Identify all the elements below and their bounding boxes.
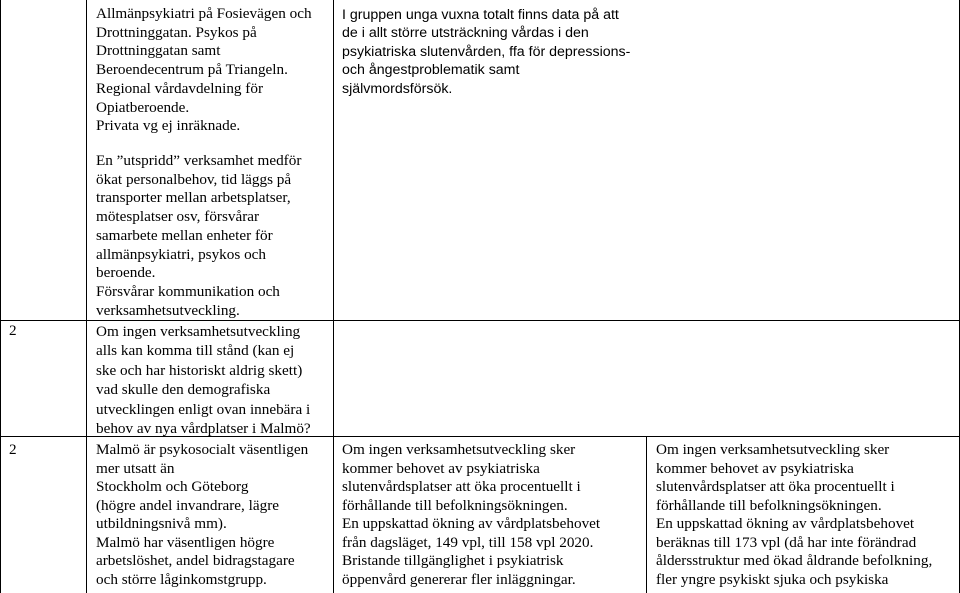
text-line: fler yngre psykiskt sjuka och psykiska (656, 570, 889, 588)
text-line: Beroendecentrum på Triangeln. (96, 61, 288, 79)
row-question-number: 2 (9, 322, 17, 339)
text-line: mer utsatt än (96, 459, 175, 477)
text-line: beräknas till 173 vpl (då har inte förändrad (656, 533, 917, 551)
text-line: behov av nya vårdplatser i Malmö? (96, 420, 311, 438)
text-line: de i allt större utsträckning vårdas i den (342, 25, 589, 42)
text-line: Om ingen verksamhetsutveckling sker (342, 441, 576, 458)
row-mid-col2-text (96, 152, 301, 320)
row-question-col2-text (96, 322, 311, 438)
text-line: slutenvårdsplatser att öka procentuellt i (342, 478, 581, 495)
text-line: ske och har historiskt aldrig skett) (96, 361, 303, 379)
text-line: kommer behovet av psykiatriska (342, 459, 540, 477)
text-line: allmänpsykiatri, psykos och (96, 245, 266, 263)
row-bottom-col4-text (656, 441, 932, 589)
text-line: Allmänpsykiatri på Fosievägen och (96, 5, 312, 22)
text-line: En uppskattad ökning av vårdplatsbehovet (656, 515, 915, 532)
text-line: transporter mellan arbetsplatser, (96, 189, 291, 207)
row-bottom-col3-text (342, 441, 600, 589)
table-border-col1 (86, 0, 87, 593)
text-line: ökat personalbehov, tid läggs på (96, 170, 292, 188)
text-line: Drottninggatan. Psykos på (96, 23, 257, 41)
row-bottom-col2-text (96, 441, 308, 589)
text-line: alls kan komma till stånd (kan ej (96, 342, 295, 360)
text-line: beroende. (96, 264, 156, 282)
text-line: öppenvård genererar fler inläggningar. (342, 570, 576, 588)
text-line: åldersstruktur med ökad åldrande befolkning, (656, 552, 933, 569)
text-line: från dagsläget, 149 vpl, till 158 vpl 2020. (342, 533, 594, 551)
text-line: förhållande till befolkningsökningen. (342, 496, 568, 514)
text-line: mötesplatser osv, försvårar (96, 208, 260, 226)
table-border-col3 (646, 436, 647, 593)
text-line: Opiatberoende. (96, 98, 190, 116)
text-line: vad skulle den demografiska (96, 381, 271, 399)
text-line: Om ingen verksamhetsutveckling sker (656, 441, 890, 458)
table-border-col2 (333, 0, 334, 593)
text-line: självmordsförsök. (342, 80, 453, 97)
text-line: Bristande tillgänglighet i psykiatrisk (342, 552, 564, 569)
text-line: (högre andel invandrare, lägre (96, 496, 279, 514)
text-line: I gruppen unga vuxna totalt finns data på att (342, 7, 619, 23)
text-line: Malmö är psykosocialt väsentligen (96, 441, 309, 458)
text-line: förhållande till befolkningsökningen. (656, 496, 882, 514)
text-line: slutenvårdsplatser att öka procentuellt i (656, 478, 895, 495)
text-line: Malmö har väsentligen högre (96, 533, 275, 551)
row-bottom-number: 2 (9, 441, 17, 458)
table-border-left (0, 0, 1, 593)
text-line: arbetslöshet, andel bidragstagare (96, 552, 295, 569)
text-line: Privata vg ej inräknade. (96, 117, 241, 135)
row-top-col3-text (342, 6, 630, 98)
text-line: Drottninggatan samt (96, 42, 221, 60)
text-line: samarbete mellan enheter för (96, 226, 273, 244)
text-line: Regional vårdavdelning för (96, 79, 264, 97)
text-line: En ”utspridd” verksamhet medför (96, 152, 302, 169)
text-line: och större låginkomstgrupp. (96, 570, 267, 588)
text-line: kommer behovet av psykiatriska (656, 459, 854, 477)
text-line: verksamhetsutveckling. (96, 301, 240, 319)
text-line: psykiatriska slutenvården, ffa för depressions- (342, 43, 631, 60)
row-top-col2-text (96, 5, 312, 136)
text-line: Försvårar kommunikation och (96, 282, 280, 300)
text-line: En uppskattad ökning av vårdplatsbehovet (342, 515, 601, 532)
text-line: utbildningsnivå mm). (96, 515, 227, 532)
text-line: utvecklingen enligt ovan innebära i (96, 400, 311, 418)
text-line: och ångestproblematik samt (342, 62, 520, 79)
text-line: Stockholm och Göteborg (96, 478, 249, 495)
text-line: Om ingen verksamhetsutveckling (96, 323, 301, 340)
